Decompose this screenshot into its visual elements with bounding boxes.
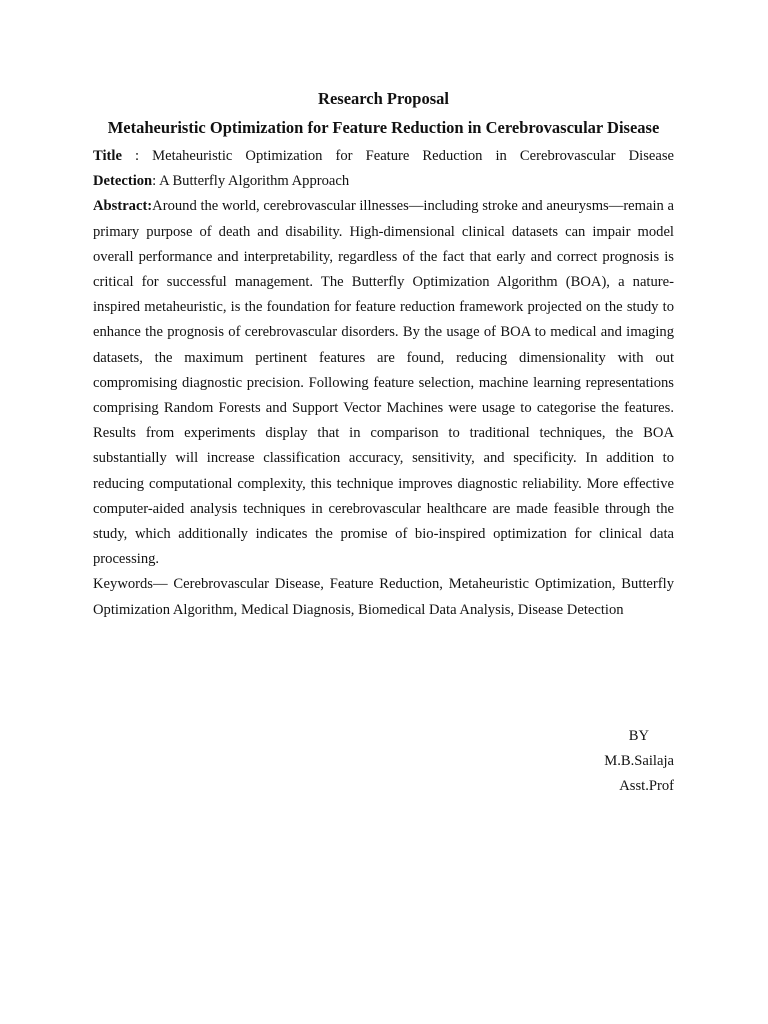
title-separator: : [121,148,153,164]
author-name: M.B.Sailaja [604,753,674,770]
signature-by: BY [628,728,649,744]
author-designation: Asst.Prof [619,778,674,795]
abstract-label: Abstract: [93,198,153,215]
title-text-line-1: Metaheuristic Optimization for Feature Reduction in Cerebrovascular Disease [152,148,674,164]
abstract-paragraph [93,194,674,572]
keywords-paragraph: Keywords— Cerebrovascular Disease, Feature Reduction, Metaheuristic Optimization, Butterfly Optimization Algorithm, Medical Diagnosis, Biomedical Data Analysis, Disease Detection [93,576,674,618]
title-paragraph [93,144,674,194]
title-line-2 [93,169,674,194]
proposal-label: Research Proposal [318,89,449,108]
title-label: Title [93,148,122,164]
main-title: Metaheuristic Optimization for Feature Reduction in Cerebrovascular Disease [107,118,660,137]
title-text-line-2: : A Butterfly Algorithm Approach [152,173,350,190]
title-line-1 [93,144,674,169]
abstract-text: Around the world, cerebrovascular illnesses—including stroke and aneurysms—remain a primary purpose of death and disability. High-dimensional clinical datasets can impair model overall performance and interpretability, regardless of the fact that early and correct prognosis is critical for successful management. The Butterfly Optimization Algorithm (BOA), a nature-inspired metaheuristic, is the foundation for feature reduction framework projected on the study to enhance the prognosis of cerebrovascular disorders. By the usage of BOA to medical and imaging datasets, the maximum pertinent features are found, reducing dimensionality with out compromising diagnostic precision. Following feature selection, machine learning representations comprising Random Forests and Support Vector Machines were usage to categorise the features. Results from experiments display that in comparison to traditional techniques, the BOA substantially will increase classification accuracy, sensitivity, and specificity. In addition to reducing computational complexity, this technique improves diagnostic reliability. More effective computer-aided analysis techniques in cerebrovascular healthcare are made feasible through the study, which additionally indicates the promise of bio-inspired optimization for clinical data processing. [93,198,674,568]
detection-label: Detection [93,173,153,190]
document-body [93,84,674,623]
signature-block [93,724,674,800]
